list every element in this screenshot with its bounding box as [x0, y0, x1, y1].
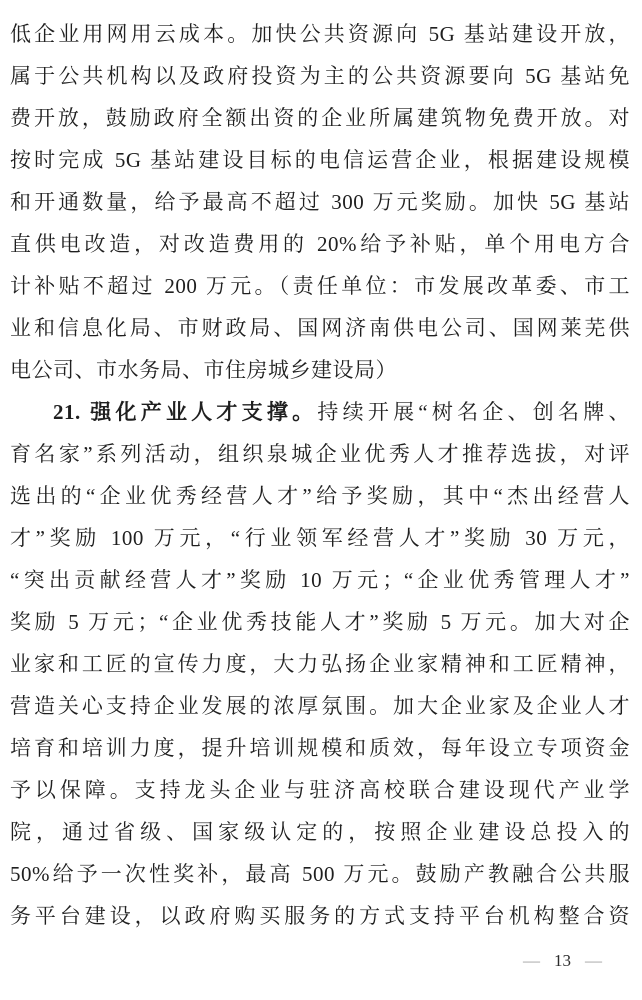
text-line: 低企业用网用云成本。加快公共资源向 5G 基站建设开放， [10, 22, 630, 46]
text-line: 院，通过省级、国家级认定的，按照企业建设总投入的 [10, 820, 630, 844]
text-line: 计补贴不超过 200 万元。（责任单位：市发展改革委、市工 [10, 274, 630, 298]
page-number-dash-right: — [585, 951, 602, 970]
text-line: 务平台建设，以政府购买服务的方式支持平台机构整合资 [10, 904, 630, 928]
item-21-first-line-rest: 持续开展“树名企、创名牌、 [317, 400, 631, 424]
page-number-value: 13 [554, 951, 571, 970]
text-line: 业和信息化局、市财政局、国网济南供电公司、国网莱芜供 [10, 316, 630, 340]
text-line: 属于公共机构以及政府投资为主的公共资源要向 5G 基站免 [10, 64, 630, 88]
text-line: 予以保障。支持龙头企业与驻济高校联合建设现代产业学 [10, 778, 630, 802]
item-21-number-heading: 21. 强化产业人才支撑。 [53, 400, 318, 424]
page-number-dash-left: — [523, 951, 540, 970]
text-line: 和开通数量，给予最高不超过 300 万元奖励。加快 5G 基站 [10, 190, 630, 214]
text-line: 才”奖励 100 万元，“行业领军经营人才”奖励 30 万元， [10, 526, 630, 550]
text-line: 奖励 5 万元；“企业优秀技能人才”奖励 5 万元。加大对企 [10, 610, 630, 634]
text-line: 50%给予一次性奖补，最高 500 万元。鼓励产教融合公共服 [10, 862, 630, 886]
text-line: 育名家”系列活动，组织泉城企业优秀人才推荐选拔，对评 [10, 442, 630, 466]
text-line-item-21-start [10, 391, 630, 433]
text-line: 费开放，鼓励政府全额出资的企业所属建筑物免费开放。对 [10, 106, 630, 130]
text-line: “突出贡献经营人才”奖励 10 万元；“企业优秀管理人才” [10, 568, 630, 592]
text-line: 营造关心支持企业发展的浓厚氛围。加大企业家及企业人才 [10, 694, 630, 718]
text-line: 选出的“企业优秀经营人才”给予奖励，其中“杰出经营人 [10, 484, 630, 508]
text-line: 直供电改造，对改造费用的 20%给予补贴，单个用电方合 [10, 232, 630, 256]
text-line: 电公司、市水务局、市住房城乡建设局） [10, 358, 397, 382]
text-line: 按时完成 5G 基站建设目标的电信运营企业，根据建设规模 [10, 148, 630, 172]
page-number [523, 951, 602, 971]
text-line: 业家和工匠的宣传力度，大力弘扬企业家精神和工匠精神， [10, 652, 630, 676]
text-line: 培育和培训力度，提升培训规模和质效，每年设立专项资金 [10, 736, 630, 760]
